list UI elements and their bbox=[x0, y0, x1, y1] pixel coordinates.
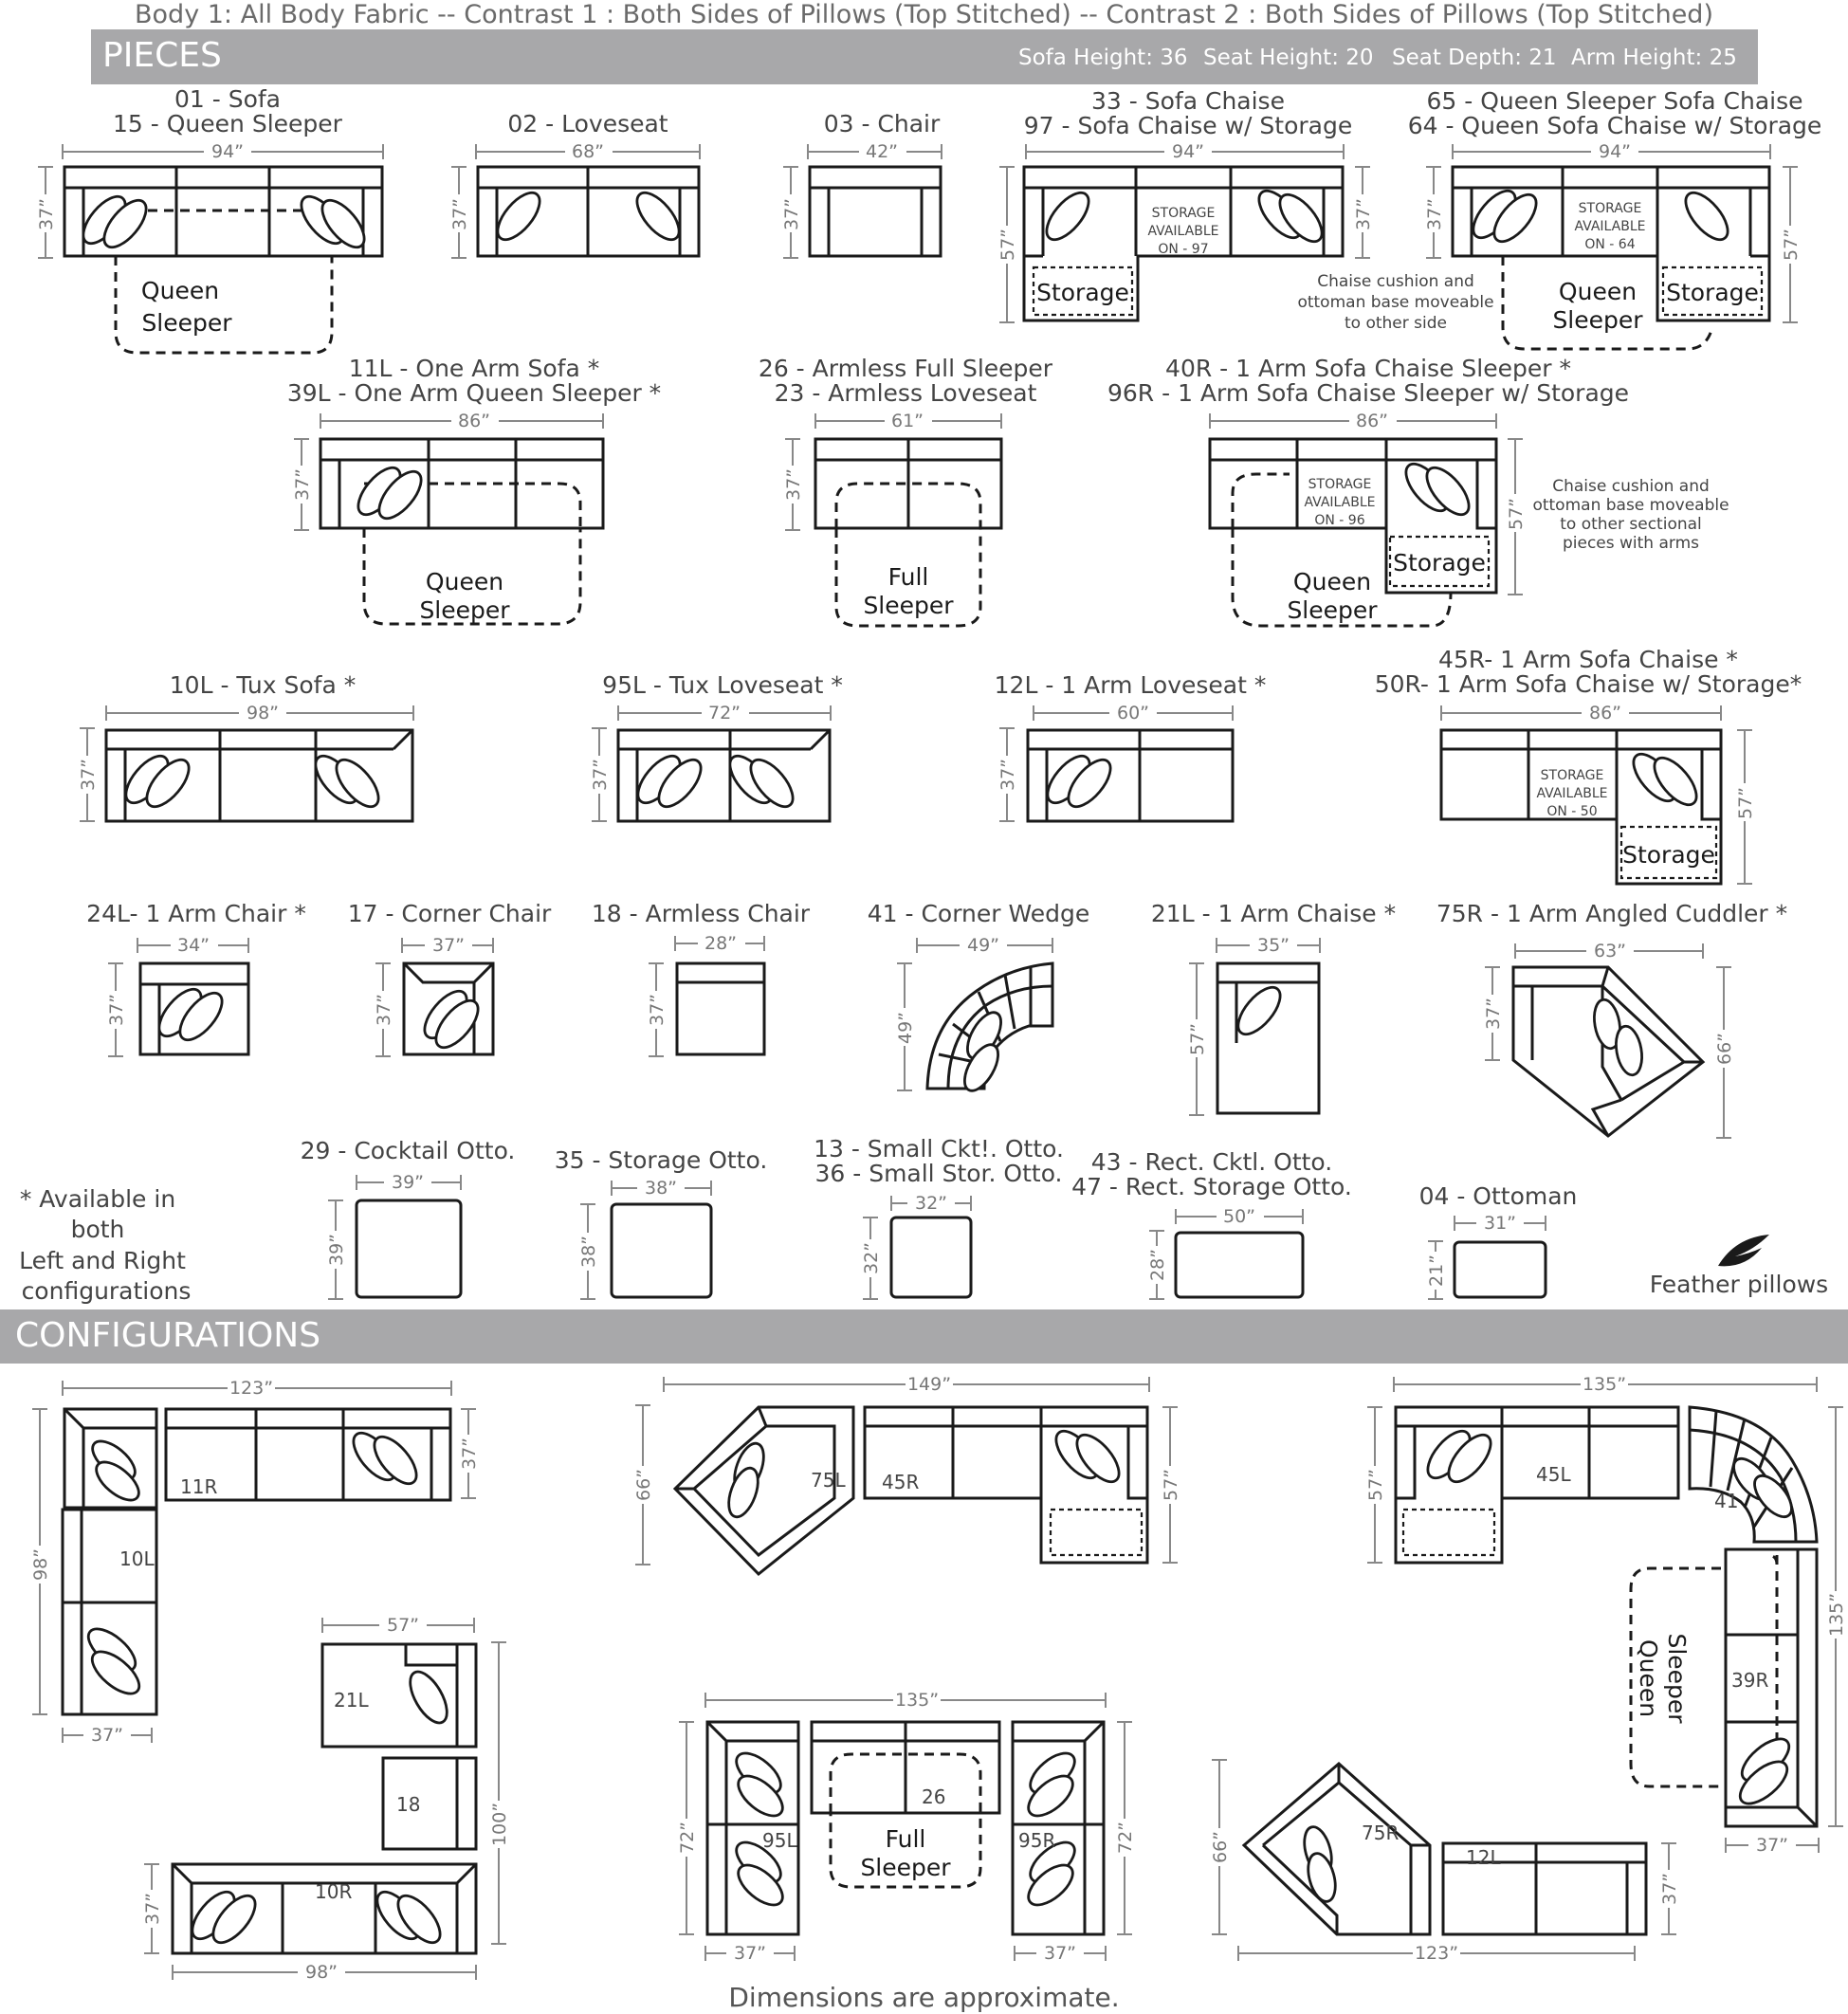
svg-text:57”: 57” bbox=[1161, 1468, 1181, 1502]
svg-text:Full: Full bbox=[887, 563, 929, 591]
svg-text:37”: 37” bbox=[90, 1725, 124, 1746]
svg-text:21L: 21L bbox=[334, 1689, 369, 1712]
config-b bbox=[140, 1615, 510, 1983]
piece-corner-chair bbox=[348, 900, 552, 1056]
svg-text:37”: 37” bbox=[78, 758, 99, 792]
piece-loveseat bbox=[448, 110, 700, 258]
svg-text:60”: 60” bbox=[1116, 703, 1150, 723]
svg-text:32”: 32” bbox=[914, 1193, 948, 1214]
piece-title: 64 - Queen Sofa Chaise w/ Storage bbox=[1407, 112, 1822, 139]
svg-text:ottoman base moveable: ottoman base moveable bbox=[1297, 293, 1494, 312]
pieces-title: PIECES bbox=[102, 36, 222, 75]
svg-text:37”: 37” bbox=[1483, 997, 1504, 1031]
svg-text:AVAILABLE: AVAILABLE bbox=[1304, 495, 1376, 510]
svg-text:37”: 37” bbox=[1659, 1872, 1680, 1906]
fabric-description: Body 1: All Body Fabric -- Contrast 1 : Both Sides of Pillows (Top Stitched) -- Contrast 2 : Both Sides of Pillows (Top Stitched) bbox=[135, 0, 1713, 29]
svg-text:37”: 37” bbox=[783, 467, 804, 502]
svg-text:41: 41 bbox=[1714, 1490, 1739, 1512]
svg-text:66”: 66” bbox=[633, 1468, 654, 1502]
svg-text:34”: 34” bbox=[176, 935, 210, 956]
svg-text:98”: 98” bbox=[304, 1962, 338, 1983]
svg-text:135”: 135” bbox=[894, 1690, 940, 1711]
svg-text:STORAGE: STORAGE bbox=[1540, 768, 1604, 783]
svg-text:86”: 86” bbox=[1355, 411, 1389, 431]
svg-text:61”: 61” bbox=[890, 411, 924, 431]
svg-text:37”: 37” bbox=[1755, 1835, 1789, 1856]
svg-text:37”: 37” bbox=[449, 197, 470, 231]
svg-text:37”: 37” bbox=[647, 993, 668, 1027]
svg-text:57”: 57” bbox=[1187, 1022, 1208, 1056]
piece-title: 15 - Queen Sleeper bbox=[113, 110, 342, 137]
svg-text:Queen: Queen bbox=[425, 568, 504, 595]
chaise-note-2 bbox=[1532, 477, 1729, 553]
svg-text:95L: 95L bbox=[762, 1829, 797, 1852]
svg-text:37”: 37” bbox=[781, 197, 802, 231]
svg-text:ON - 96: ON - 96 bbox=[1314, 513, 1365, 528]
svg-text:11R: 11R bbox=[180, 1475, 218, 1498]
config-e bbox=[1363, 1374, 1847, 1856]
piece-title: 24L- 1 Arm Chair * bbox=[86, 900, 306, 927]
piece-rect-ckt-otto bbox=[1071, 1148, 1352, 1299]
svg-text:21”: 21” bbox=[1426, 1254, 1447, 1288]
svg-text:37”: 37” bbox=[431, 935, 466, 956]
piece-title: 23 - Armless Loveseat bbox=[774, 379, 1037, 407]
seat-depth: Seat Depth: 21 bbox=[1392, 46, 1557, 70]
svg-text:37”: 37” bbox=[997, 758, 1018, 792]
width-dim bbox=[63, 141, 383, 162]
svg-text:12L: 12L bbox=[1466, 1846, 1501, 1869]
piece-title: 75R - 1 Arm Angled Cuddler * bbox=[1436, 900, 1788, 927]
svg-text:123”: 123” bbox=[1414, 1943, 1459, 1964]
svg-text:ottoman base moveable: ottoman base moveable bbox=[1532, 496, 1729, 515]
svg-text:66”: 66” bbox=[1714, 1032, 1735, 1066]
svg-text:100”: 100” bbox=[489, 1802, 510, 1847]
piece-one-arm-loveseat bbox=[995, 671, 1267, 821]
piece-small-ckt-otto bbox=[814, 1135, 1064, 1299]
feather-legend bbox=[1650, 1235, 1828, 1298]
svg-text:75R: 75R bbox=[1362, 1822, 1400, 1844]
svg-text:AVAILABLE: AVAILABLE bbox=[1574, 219, 1646, 234]
piece-title: 13 - Small Ckt!. Otto. bbox=[814, 1135, 1064, 1163]
piece-title: 12L - 1 Arm Loveseat * bbox=[994, 671, 1267, 699]
svg-text:28”: 28” bbox=[1147, 1248, 1168, 1282]
svg-text:37”: 37” bbox=[292, 467, 313, 502]
svg-text:ON - 97: ON - 97 bbox=[1158, 242, 1209, 257]
piece-title: 47 - Rect. Storage Otto. bbox=[1071, 1173, 1352, 1200]
svg-text:98”: 98” bbox=[246, 703, 280, 723]
piece-title: 65 - Queen Sleeper Sofa Chaise bbox=[1426, 87, 1803, 115]
svg-text:STORAGE: STORAGE bbox=[1578, 201, 1642, 216]
svg-text:38”: 38” bbox=[644, 1178, 678, 1199]
svg-text:37”: 37” bbox=[1353, 197, 1374, 231]
svg-text:95R: 95R bbox=[1018, 1829, 1056, 1852]
piece-one-arm-sofa bbox=[287, 355, 661, 624]
piece-title: 40R - 1 Arm Sofa Chaise Sleeper * bbox=[1165, 355, 1571, 382]
piece-title: 01 - Sofa bbox=[174, 85, 282, 113]
piece-cocktail-otto bbox=[301, 1137, 516, 1299]
piece-title: 41 - Corner Wedge bbox=[867, 900, 1090, 927]
piece-title: 97 - Sofa Chaise w/ Storage bbox=[1023, 112, 1353, 139]
dimensions-note: Dimensions are approximate. bbox=[728, 1982, 1120, 2013]
svg-text:Chaise cushion and: Chaise cushion and bbox=[1317, 272, 1474, 291]
svg-text:72”: 72” bbox=[1115, 1821, 1136, 1855]
svg-text:49”: 49” bbox=[895, 1011, 916, 1045]
svg-text:both: both bbox=[70, 1216, 125, 1243]
piece-angled-cuddler bbox=[1436, 900, 1787, 1138]
svg-text:86”: 86” bbox=[457, 411, 491, 431]
piece-title: 96R - 1 Arm Sofa Chaise Sleeper w/ Storage bbox=[1107, 379, 1630, 407]
piece-tux-loveseat bbox=[588, 671, 843, 821]
piece-title: 50R- 1 Arm Sofa Chaise w/ Storage* bbox=[1374, 670, 1802, 698]
svg-text:37”: 37” bbox=[374, 993, 394, 1027]
svg-text:Chaise cushion and: Chaise cushion and bbox=[1552, 477, 1710, 496]
svg-text:to other sectional: to other sectional bbox=[1560, 515, 1702, 534]
piece-title: 43 - Rect. Cktl. Otto. bbox=[1090, 1148, 1333, 1176]
config-c bbox=[631, 1374, 1181, 1574]
svg-text:32”: 32” bbox=[861, 1241, 882, 1275]
svg-text:45R: 45R bbox=[882, 1471, 920, 1493]
config-f bbox=[1208, 1760, 1680, 1964]
piece-storage-otto bbox=[555, 1146, 768, 1299]
svg-text:10R: 10R bbox=[315, 1880, 353, 1903]
piece-title: 45R- 1 Arm Sofa Chaise * bbox=[1438, 646, 1738, 673]
piece-title: 29 - Cocktail Otto. bbox=[300, 1137, 516, 1164]
chaise-note-1 bbox=[1297, 272, 1493, 333]
svg-text:66”: 66” bbox=[1210, 1830, 1231, 1864]
piece-title: 18 - Armless Chair bbox=[591, 900, 811, 927]
piece-ottoman bbox=[1419, 1182, 1578, 1299]
svg-text:123”: 123” bbox=[229, 1378, 274, 1399]
svg-text:Queen: Queen bbox=[1292, 568, 1372, 595]
svg-text:37”: 37” bbox=[733, 1943, 767, 1964]
seat-height: Seat Height: 20 bbox=[1203, 46, 1374, 70]
svg-text:Storage: Storage bbox=[1036, 279, 1129, 306]
piece-title: 95L - Tux Loveseat * bbox=[602, 671, 843, 699]
svg-text:98”: 98” bbox=[30, 1547, 51, 1582]
svg-text:ON - 50: ON - 50 bbox=[1546, 804, 1598, 819]
svg-text:Queen: Queen bbox=[1558, 278, 1638, 305]
piece-sofa bbox=[34, 85, 383, 353]
svg-text:39R: 39R bbox=[1731, 1669, 1769, 1692]
piece-title: 11L - One Arm Sofa * bbox=[348, 355, 600, 382]
piece-title: 10L - Tux Sofa * bbox=[169, 671, 357, 699]
svg-text:26: 26 bbox=[922, 1785, 946, 1808]
feather-icon bbox=[1718, 1235, 1769, 1266]
dimension-label: 37” bbox=[36, 197, 57, 231]
piece-title: 21L - 1 Arm Chaise * bbox=[1150, 900, 1397, 927]
svg-text:18: 18 bbox=[396, 1793, 421, 1816]
piece-title: 36 - Small Stor. Otto. bbox=[814, 1160, 1063, 1187]
svg-text:Queen: Queen bbox=[1635, 1639, 1662, 1718]
svg-text:Left and Right: Left and Right bbox=[19, 1247, 186, 1274]
svg-text:37”: 37” bbox=[1424, 197, 1445, 231]
svg-text:Sleeper: Sleeper bbox=[860, 1854, 951, 1881]
svg-text:135”: 135” bbox=[1582, 1374, 1627, 1395]
svg-text:45L: 45L bbox=[1536, 1463, 1571, 1486]
piece-title: 04 - Ottoman bbox=[1418, 1182, 1578, 1210]
piece-chair bbox=[779, 110, 942, 258]
svg-text:AVAILABLE: AVAILABLE bbox=[1536, 786, 1608, 801]
svg-text:Sleeper: Sleeper bbox=[863, 592, 954, 619]
svg-text:57”: 57” bbox=[1365, 1468, 1386, 1502]
svg-text:75L: 75L bbox=[811, 1469, 846, 1492]
svg-text:to other side: to other side bbox=[1345, 314, 1447, 333]
arm-height: Arm Height: 25 bbox=[1571, 46, 1737, 70]
piece-title: 33 - Sofa Chaise bbox=[1091, 87, 1285, 115]
svg-text:57”: 57” bbox=[997, 228, 1018, 262]
svg-text:57”: 57” bbox=[1781, 228, 1802, 262]
svg-text:37”: 37” bbox=[106, 993, 127, 1027]
piece-title: 17 - Corner Chair bbox=[347, 900, 552, 927]
piece-title: 39L - One Arm Queen Sleeper * bbox=[286, 379, 662, 407]
svg-text:149”: 149” bbox=[906, 1374, 952, 1395]
svg-text:72”: 72” bbox=[707, 703, 741, 723]
piece-one-arm-chaise bbox=[1151, 900, 1396, 1115]
svg-text:37”: 37” bbox=[142, 1892, 163, 1926]
height-dim bbox=[34, 167, 57, 258]
svg-text:39”: 39” bbox=[391, 1172, 425, 1193]
feather-label: Feather pillows bbox=[1649, 1271, 1829, 1298]
piece-tux-sofa bbox=[76, 671, 413, 821]
svg-text:pieces with arms: pieces with arms bbox=[1562, 534, 1700, 553]
dimension-label: 94” bbox=[210, 141, 245, 162]
piece-title: 02 - Loveseat bbox=[507, 110, 668, 137]
svg-text:94”: 94” bbox=[1171, 141, 1205, 162]
svg-text:42”: 42” bbox=[865, 141, 899, 162]
svg-text:STORAGE: STORAGE bbox=[1308, 477, 1372, 492]
svg-text:57”: 57” bbox=[1506, 497, 1527, 531]
piece-title: 03 - Chair bbox=[823, 110, 941, 137]
svg-text:57”: 57” bbox=[386, 1615, 420, 1636]
svg-text:Sleeper: Sleeper bbox=[1663, 1633, 1691, 1724]
svg-text:37”: 37” bbox=[459, 1437, 480, 1471]
svg-text:72”: 72” bbox=[677, 1821, 698, 1855]
piece-armless-chair bbox=[592, 900, 811, 1056]
svg-text:Sleeper: Sleeper bbox=[1552, 306, 1643, 334]
svg-text:94”: 94” bbox=[1598, 141, 1632, 162]
svg-text:Queen: Queen bbox=[140, 277, 220, 304]
piece-armless-full-sleeper bbox=[759, 355, 1053, 626]
svg-text:Sleeper: Sleeper bbox=[1287, 596, 1378, 624]
svg-text:* Available in: * Available in bbox=[19, 1185, 176, 1213]
piece-one-arm-sofa-chaise bbox=[1375, 646, 1802, 884]
config-d bbox=[675, 1690, 1136, 1964]
svg-text:135”: 135” bbox=[1826, 1592, 1847, 1638]
svg-text:68”: 68” bbox=[571, 141, 605, 162]
svg-text:38”: 38” bbox=[578, 1235, 599, 1269]
piece-title: 26 - Armless Full Sleeper bbox=[758, 355, 1053, 382]
piece-arm-sofa-chaise-sleeper bbox=[1107, 355, 1629, 626]
svg-text:28”: 28” bbox=[704, 933, 738, 954]
svg-text:Storage: Storage bbox=[1393, 549, 1486, 577]
svg-text:31”: 31” bbox=[1483, 1213, 1517, 1234]
svg-text:Full: Full bbox=[885, 1825, 926, 1853]
svg-text:86”: 86” bbox=[1588, 703, 1622, 723]
svg-text:50”: 50” bbox=[1222, 1206, 1256, 1227]
svg-text:10L: 10L bbox=[119, 1547, 155, 1570]
svg-text:Sleeper: Sleeper bbox=[141, 309, 232, 337]
svg-text:39”: 39” bbox=[326, 1233, 347, 1267]
svg-text:configurations: configurations bbox=[21, 1277, 192, 1305]
svg-text:37”: 37” bbox=[1043, 1943, 1077, 1964]
svg-text:35”: 35” bbox=[1256, 935, 1290, 956]
availability-note bbox=[19, 1185, 191, 1305]
svg-text:57”: 57” bbox=[1735, 786, 1756, 820]
svg-text:63”: 63” bbox=[1593, 941, 1627, 961]
svg-text:Sleeper: Sleeper bbox=[419, 596, 510, 624]
piece-corner-wedge bbox=[868, 900, 1090, 1096]
sofa-height: Sofa Height: 36 bbox=[1018, 46, 1188, 70]
svg-text:Storage: Storage bbox=[1666, 279, 1759, 306]
svg-text:AVAILABLE: AVAILABLE bbox=[1147, 224, 1219, 239]
svg-text:37”: 37” bbox=[590, 758, 611, 792]
piece-title: 35 - Storage Otto. bbox=[554, 1146, 768, 1174]
configurations-title: CONFIGURATIONS bbox=[15, 1316, 321, 1355]
svg-text:Storage: Storage bbox=[1622, 841, 1715, 869]
svg-text:ON - 64: ON - 64 bbox=[1584, 237, 1636, 252]
svg-text:49”: 49” bbox=[966, 935, 1000, 956]
svg-text:STORAGE: STORAGE bbox=[1151, 206, 1216, 221]
piece-one-arm-chair bbox=[86, 900, 306, 1056]
